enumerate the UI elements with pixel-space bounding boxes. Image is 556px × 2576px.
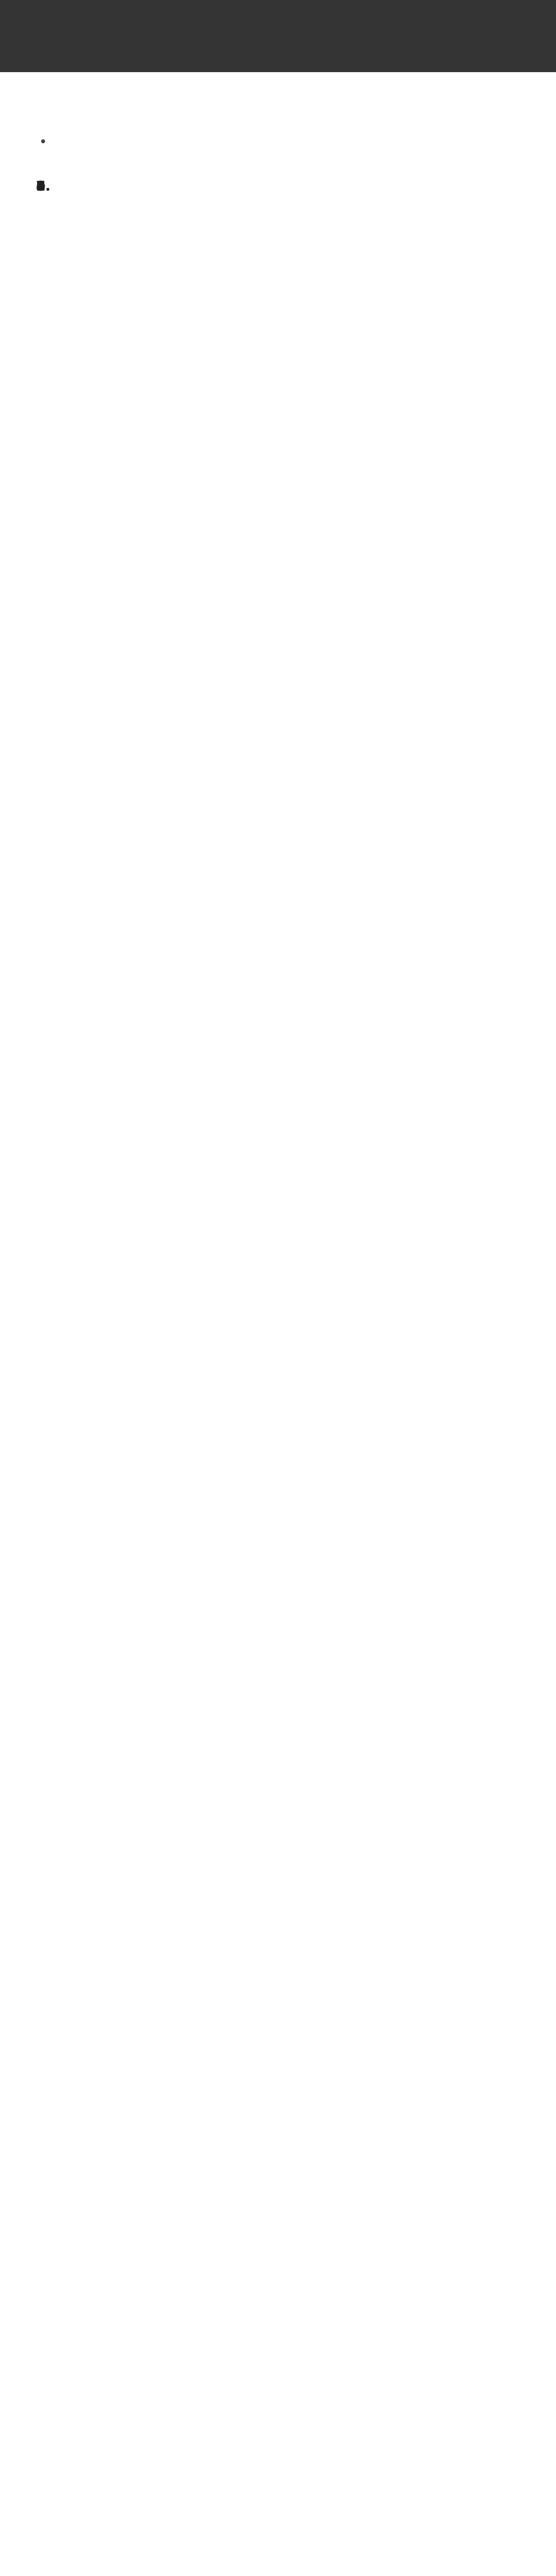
title-banner (0, 0, 556, 72)
notice-body (0, 72, 556, 196)
